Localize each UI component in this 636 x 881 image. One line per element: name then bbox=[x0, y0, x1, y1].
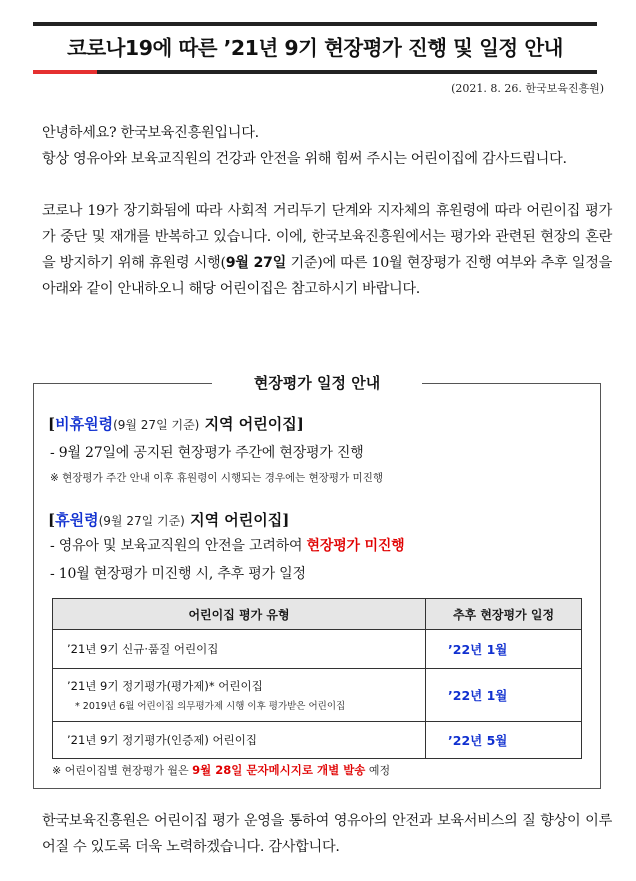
evaluation-type-cell: ’21년 9기 정기평가(인증제) 어린이집 bbox=[53, 722, 426, 759]
schedule-cell: ’22년 1월 bbox=[426, 630, 582, 669]
evaluation-type-cell: ’21년 9기 신규·품질 어린이집 bbox=[53, 630, 426, 669]
notice-date-bold: 9월 27일 bbox=[225, 255, 287, 271]
header-bottom-rule bbox=[97, 70, 597, 74]
column-header-schedule: 추후 현장평가 일정 bbox=[426, 599, 582, 630]
issue-date: (2021. 8. 26. 한국보육진흥원) bbox=[451, 82, 604, 95]
closure-item-2: - 10월 현장평가 미진행 시, 추후 평가 일정 bbox=[50, 566, 306, 582]
bracket-open: [ bbox=[48, 511, 56, 529]
table-header-row bbox=[53, 599, 582, 630]
bracket-close: ] bbox=[282, 511, 290, 529]
table-row bbox=[53, 669, 582, 722]
evaluation-type-text: ’21년 9기 정기평가(평가제)* 어린이집 bbox=[67, 679, 263, 693]
table-row bbox=[53, 722, 582, 759]
region-label: 지역 어린이집 bbox=[184, 511, 283, 529]
notice-paragraph bbox=[33, 198, 612, 302]
keyword-non-closure: 비휴원령 bbox=[55, 415, 114, 433]
schedule-cell: ’22년 5월 bbox=[426, 722, 582, 759]
reference-date: (9월 27일 기준) bbox=[98, 514, 185, 528]
table-footnote bbox=[52, 762, 390, 778]
closing-paragraph: 한국보육진흥원은 어린이집 평가 운영을 통하여 영유아의 안전과 보육서비스의 질 향상이 이루어질 수 있도록 더욱 노력하겠습니다. 감사합니다. bbox=[42, 813, 612, 855]
page-title: 코로나19에 따른 ’21년 9기 현장평가 진행 및 일정 안내 bbox=[67, 36, 563, 60]
thanks-text: 항상 영유아와 보육교직원의 건강과 안전을 위해 힘써 주시는 어린이집에 감사드립니다. bbox=[42, 151, 567, 167]
section-closure-heading bbox=[48, 509, 289, 530]
non-closure-note: ※ 현장평가 주간 안내 이후 휴원령이 시행되는 경우에는 현장평가 미진행 bbox=[50, 472, 383, 484]
evaluation-type-cell bbox=[53, 669, 426, 722]
header-top-rule bbox=[33, 22, 597, 26]
bracket-close: ] bbox=[296, 415, 304, 433]
table-row bbox=[53, 630, 582, 669]
greeting-text: 안녕하세요? 한국보육진흥원입니다. bbox=[42, 125, 259, 141]
notice-text-a: 코로나 19가 장기화됨에 따라 사회적 거리두기 단계와 지자체의 휴원령에 따라 어린이집 평가가 중단 및 재개를 반복하고 있습니다. 이에, 한국보육진흥원에서는 평가와 관련된 현장의 혼란을 방지하기 위해 휴원령 시행( bbox=[42, 203, 612, 271]
evaluation-type-subnote: * 2019년 6월 어린이집 의무평가제 시행 이후 평가받은 어린이집 bbox=[75, 701, 346, 712]
column-header-type: 어린이집 평가 유형 bbox=[53, 599, 426, 630]
closure-item-1-text: - 영유아 및 보육교직원의 안전을 고려하여 bbox=[50, 538, 307, 554]
schedule-table bbox=[52, 598, 582, 759]
reference-date: (9월 27일 기준) bbox=[113, 418, 200, 432]
closure-item-1-emphasis: 현장평가 미진행 bbox=[306, 538, 405, 554]
footnote-emphasis: 9월 28일 문자메시지로 개별 발송 bbox=[192, 763, 366, 777]
closure-item-1 bbox=[50, 535, 405, 555]
header-accent-rule bbox=[33, 70, 97, 74]
footnote-text-b: 예정 bbox=[365, 764, 391, 777]
region-label: 지역 어린이집 bbox=[199, 415, 297, 433]
footnote-text-a: ※ 어린이집별 현장평가 월은 bbox=[52, 764, 193, 777]
section-non-closure-heading bbox=[48, 413, 304, 434]
keyword-closure: 휴원령 bbox=[55, 511, 99, 529]
notice-text-b: 기준)에 따른 10월 현장평가 진행 여부와 추후 일정을 아래와 같이 안내하오니 해당 어린이집은 참고하시기 바랍니다. bbox=[42, 255, 612, 297]
non-closure-item: - 9월 27일에 공지된 현장평가 주간에 현장평가 진행 bbox=[50, 445, 364, 461]
bracket-open: [ bbox=[48, 415, 56, 433]
schedule-cell: ’22년 1월 bbox=[426, 669, 582, 722]
schedule-box-title: 현장평가 일정 안내 bbox=[212, 366, 422, 400]
